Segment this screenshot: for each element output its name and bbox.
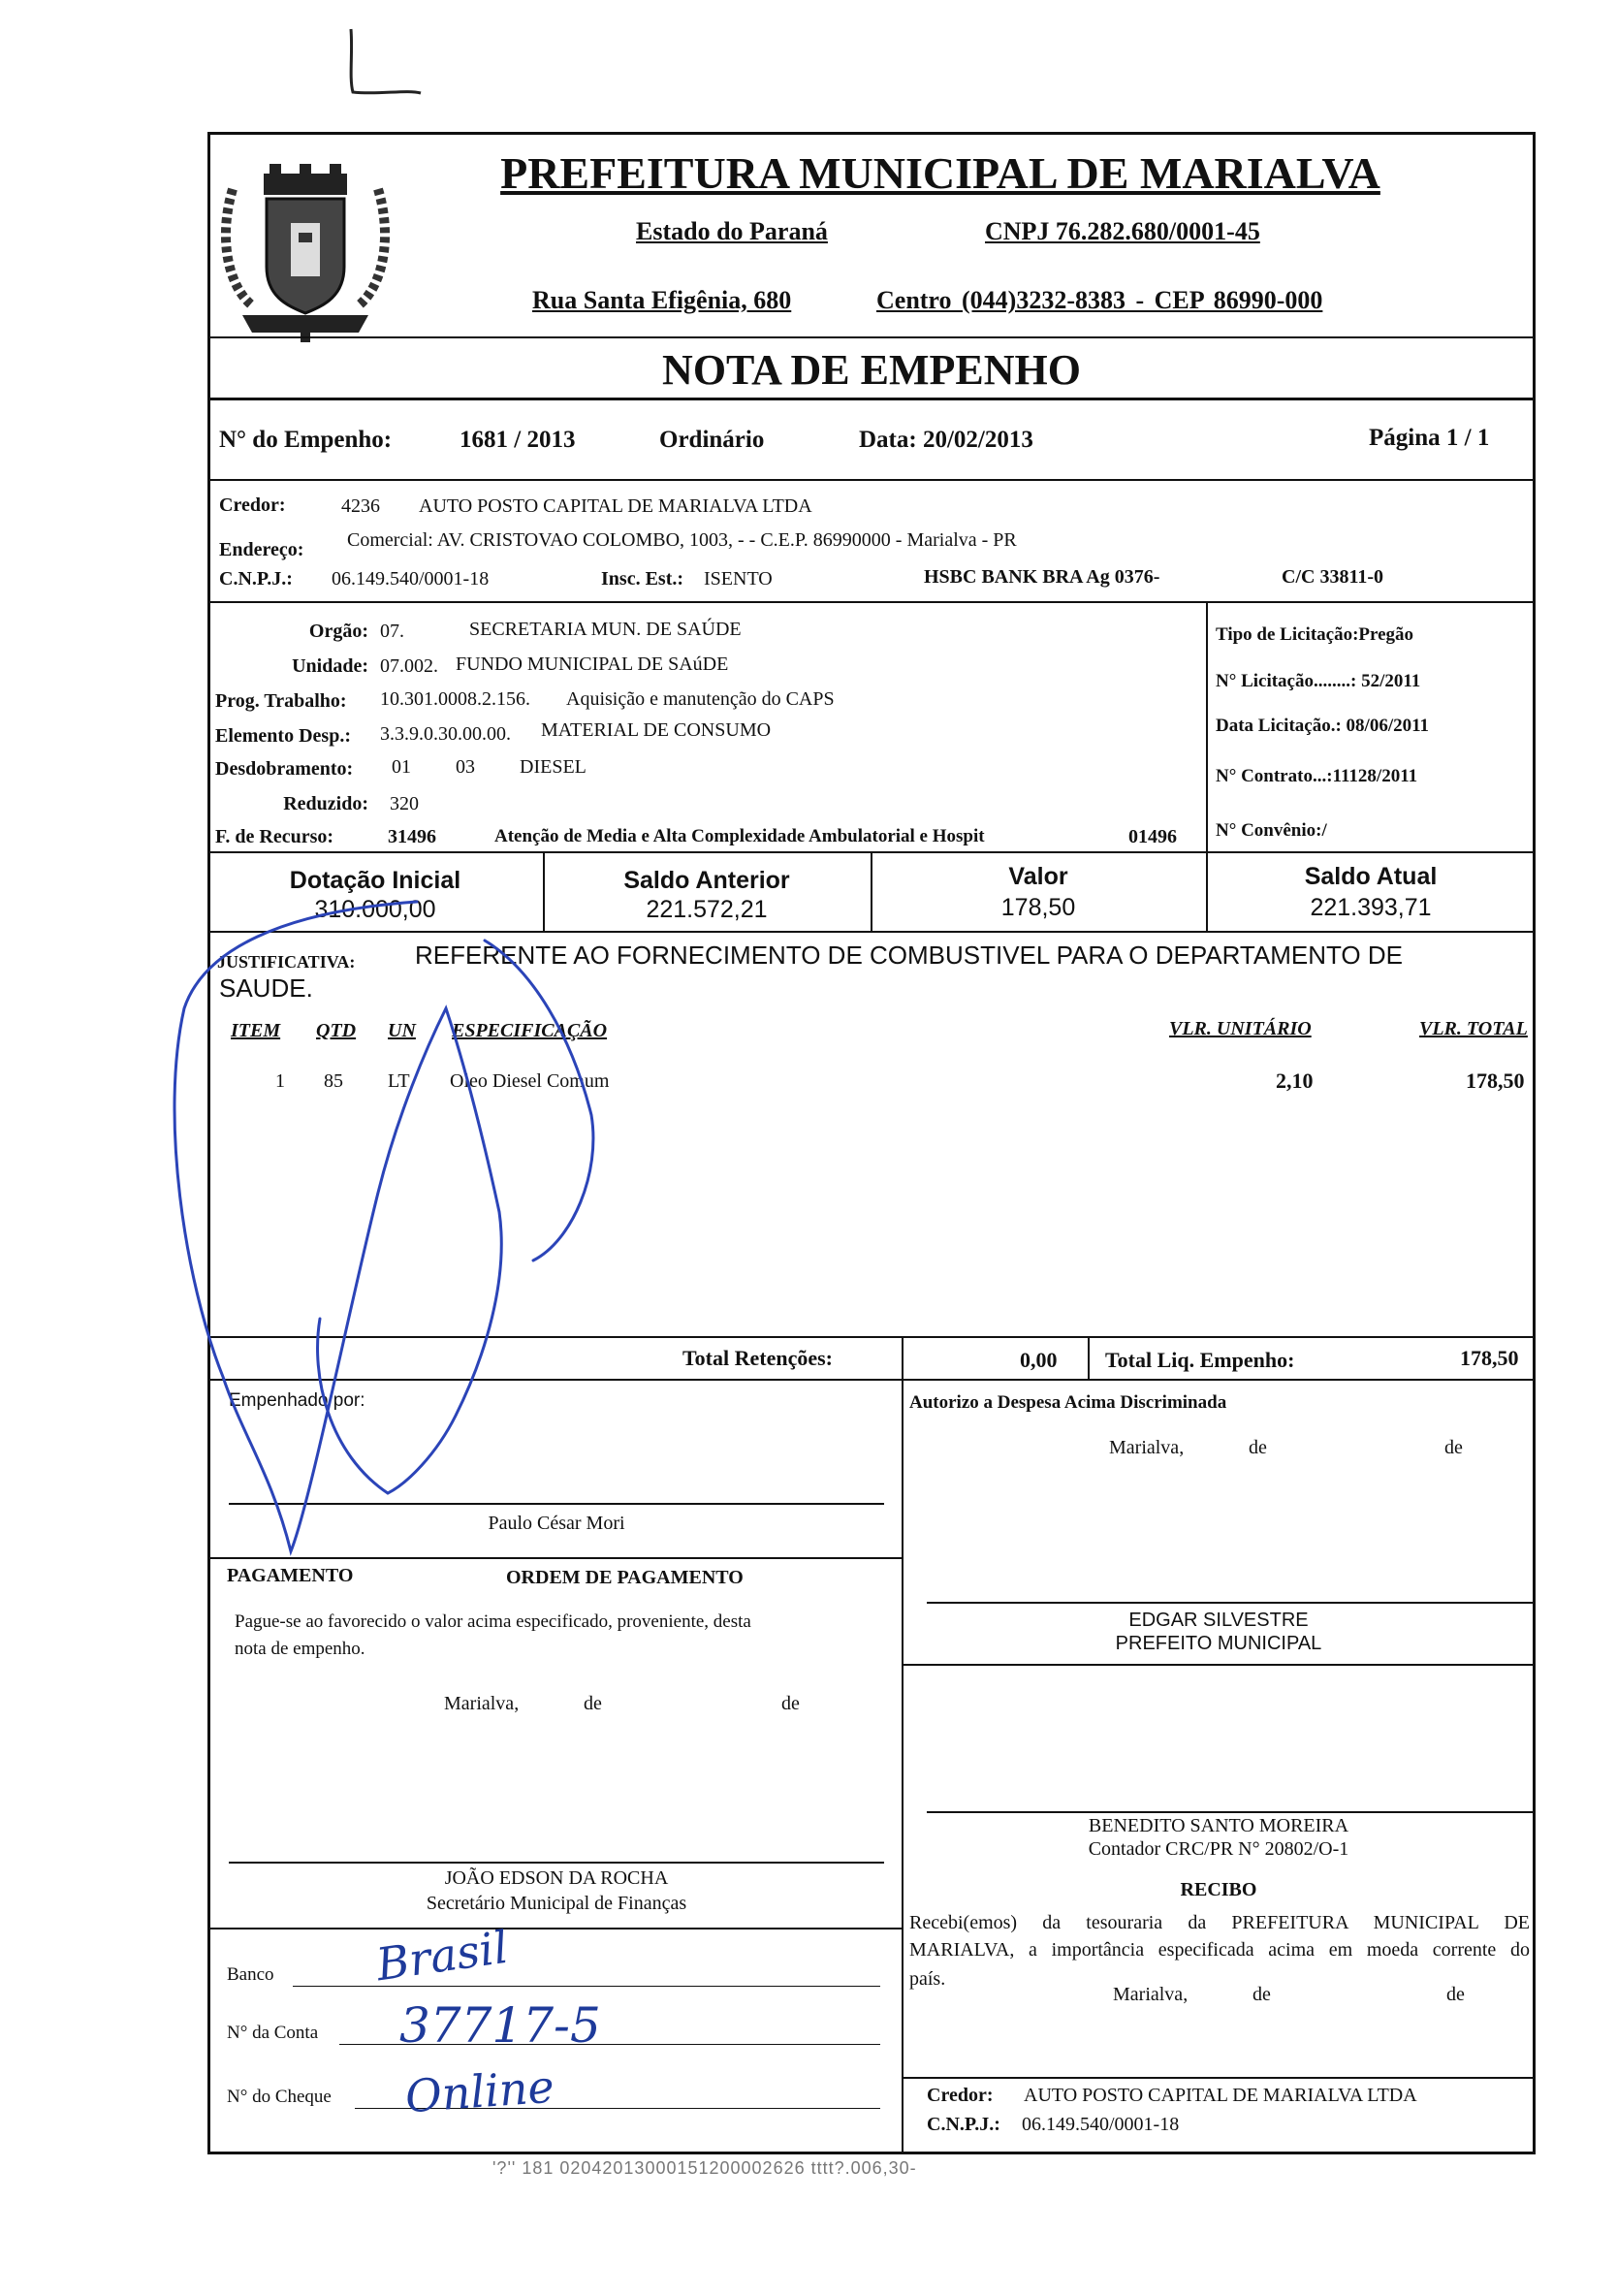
liq-empenho-label: Total Liq. Empenho: bbox=[1105, 1348, 1295, 1372]
prog-code: 10.301.0008.2.156. bbox=[380, 688, 530, 710]
endereco-label: Endereço: bbox=[219, 539, 304, 560]
unidade-name: FUNDO MUNICIPAL DE SAúDE bbox=[456, 654, 729, 675]
col-header-qtd: QTD bbox=[316, 1020, 357, 1041]
convenio-numero: N° Convênio:/ bbox=[1216, 820, 1327, 841]
retencoes-label: Total Retenções: bbox=[682, 1346, 833, 1370]
empenho-date: Data: 20/02/2013 bbox=[859, 427, 1033, 453]
pagamento-de-2: de bbox=[781, 1693, 800, 1714]
secretario-role: Secretário Municipal de Finanças bbox=[426, 1893, 687, 1914]
licitacao-numero: N° Licitação........: 52/2011 bbox=[1216, 671, 1421, 691]
recibo-cnpj: 06.149.540/0001-18 bbox=[1022, 2114, 1180, 2135]
contador-role: Contador CRC/PR N° 20802/O-1 bbox=[1088, 1838, 1349, 1860]
prefeito-role: PREFEITO MUNICIPAL bbox=[1115, 1633, 1322, 1654]
saldo-anterior-value: 221.572,21 bbox=[646, 896, 768, 923]
cheque-label: N° do Cheque bbox=[227, 2087, 332, 2107]
prog-name: Aquisição e manutenção do CAPS bbox=[566, 688, 835, 710]
dotacao-value: 310.000,00 bbox=[314, 896, 436, 923]
address-label: Centro (044)3232-8383 - CEP 86990-000 bbox=[876, 286, 1323, 314]
reduzido-label: Reduzido: bbox=[283, 793, 368, 814]
saldo-atual-value: 221.393,71 bbox=[1310, 894, 1432, 921]
conta-handwritten: 37717-5 bbox=[399, 1997, 601, 2054]
valor-value: 178,50 bbox=[1000, 894, 1076, 921]
page-number: Página 1 / 1 bbox=[1369, 425, 1490, 451]
pen-mark bbox=[320, 0, 456, 107]
credor-cnpj: 06.149.540/0001-18 bbox=[332, 568, 490, 590]
elemento-name: MATERIAL DE CONSUMO bbox=[541, 719, 772, 741]
row-unit-price: 2,10 bbox=[1276, 1068, 1314, 1093]
contrato-numero: N° Contrato...:11128/2011 bbox=[1216, 766, 1418, 786]
row-qtd: 85 bbox=[324, 1070, 343, 1092]
ordem-pagamento-label: ORDEM DE PAGAMENTO bbox=[506, 1567, 744, 1588]
recibo-text-3: país. bbox=[909, 1968, 946, 1990]
banco-handwritten: Brasil bbox=[372, 1920, 512, 1992]
page-title: PREFEITURA MUNICIPAL DE MARIALVA bbox=[500, 148, 1380, 198]
autorizo-label: Autorizo a Despesa Acima Discriminada bbox=[909, 1392, 1227, 1413]
insc-label: Insc. Est.: bbox=[601, 568, 684, 590]
col-header-un: UN bbox=[388, 1020, 416, 1041]
col-header-spec: ESPECIFICAÇÃO bbox=[452, 1020, 608, 1041]
justificativa-label: JUSTIFICATIVA: bbox=[217, 952, 356, 972]
cc-value: C/C 33811-0 bbox=[1282, 566, 1383, 588]
conta-label: N° da Conta bbox=[227, 2023, 319, 2043]
state-label: Estado do Paraná bbox=[636, 217, 828, 245]
unidade-code: 07.002. bbox=[380, 655, 438, 677]
autorizo-de-1: de bbox=[1249, 1437, 1267, 1458]
saldo-atual-label: Saldo Atual bbox=[1304, 863, 1438, 890]
endereco-value: Comercial: AV. CRISTOVAO COLOMBO, 1003, - - C.E.P. 86990000 - Marialva - PR bbox=[347, 529, 1017, 551]
autorizo-de-2: de bbox=[1444, 1437, 1463, 1458]
justificativa-text-2: SAUDE. bbox=[219, 973, 313, 1003]
credor-label: Credor: bbox=[219, 494, 286, 516]
dotacao-label: Dotação Inicial bbox=[289, 867, 461, 894]
reduzido-value: 320 bbox=[390, 793, 419, 814]
empenho-type: Ordinário bbox=[659, 427, 765, 453]
licitacao-tipo: Tipo de Licitação:Pregão bbox=[1216, 624, 1414, 645]
pagamento-text-2: nota de empenho. bbox=[235, 1639, 365, 1659]
credor-code: 4236 bbox=[341, 495, 380, 517]
elemento-code: 3.3.9.0.30.00.00. bbox=[380, 723, 511, 745]
doc-title: NOTA DE EMPENHO bbox=[662, 346, 1081, 394]
prog-label: Prog. Trabalho: bbox=[215, 690, 347, 712]
retencoes-value: 0,00 bbox=[1020, 1348, 1058, 1372]
row-un: LT bbox=[388, 1070, 410, 1092]
desdob-b: 03 bbox=[456, 756, 475, 778]
street-label: Rua Santa Efigênia, 680 bbox=[532, 286, 792, 314]
bank-value: HSBC BANK BRA Ag 0376- bbox=[924, 566, 1160, 588]
recibo-title: RECIBO bbox=[1180, 1879, 1257, 1900]
col-header-total: VLR. TOTAL bbox=[1419, 1018, 1528, 1039]
recibo-text-1: Recebi(emos) da tesouraria da PREFEITURA MUNICIPAL DE bbox=[909, 1912, 1530, 1933]
recibo-de-2: de bbox=[1446, 1984, 1465, 2005]
unidade-label: Unidade: bbox=[292, 655, 368, 677]
row-total: 178,50 bbox=[1466, 1068, 1525, 1093]
pagamento-place: Marialva, bbox=[444, 1693, 520, 1714]
recibo-cnpj-label: C.N.P.J.: bbox=[927, 2114, 1000, 2135]
orgao-label: Orgão: bbox=[308, 621, 368, 642]
barcode-text: '?'' 181 02042013000151200002626 tttt?.006,30- bbox=[492, 2158, 917, 2178]
empenho-number: 1681 / 2013 bbox=[460, 427, 576, 453]
credor-cnpj-label: C.N.P.J.: bbox=[219, 568, 293, 590]
pagamento-text-1: Pague-se ao favorecido o valor acima especificado, proveniente, desta bbox=[235, 1611, 751, 1632]
credor-name: AUTO POSTO CAPITAL DE MARIALVA LTDA bbox=[419, 495, 812, 517]
cnpj-label: CNPJ 76.282.680/0001-45 bbox=[985, 217, 1260, 245]
contador-name: BENEDITO SANTO MOREIRA bbox=[1088, 1815, 1349, 1836]
licitacao-data: Data Licitação.: 08/06/2011 bbox=[1216, 716, 1430, 736]
recibo-text-2: MARIALVA, a importância especificada acima em moeda corrente do bbox=[909, 1939, 1530, 1961]
signature-scribble bbox=[165, 873, 630, 1590]
orgao-name: SECRETARIA MUN. DE SAÚDE bbox=[469, 619, 742, 640]
row-item: 1 bbox=[275, 1070, 285, 1092]
elemento-label: Elemento Desp.: bbox=[215, 725, 351, 747]
coat-of-arms-icon bbox=[213, 160, 397, 344]
col-header-item: ITEM bbox=[231, 1020, 281, 1041]
desdob-label: Desdobramento: bbox=[215, 758, 354, 780]
liq-empenho-value: 178,50 bbox=[1460, 1346, 1519, 1370]
recibo-de-1: de bbox=[1252, 1984, 1271, 2005]
cheque-handwritten: Online bbox=[403, 2059, 556, 2123]
recibo-place: Marialva, bbox=[1113, 1984, 1189, 2005]
pagamento-label: PAGAMENTO bbox=[227, 1565, 354, 1586]
recibo-credor-name: AUTO POSTO CAPITAL DE MARIALVA LTDA bbox=[1024, 2085, 1417, 2106]
recurso-code2: 01496 bbox=[1128, 826, 1177, 847]
banco-label: Banco bbox=[227, 1964, 274, 1985]
recibo-credor-label: Credor: bbox=[927, 2085, 994, 2106]
recurso-label: F. de Recurso: bbox=[215, 826, 334, 847]
insc-value: ISENTO bbox=[704, 568, 773, 590]
empenhado-name: Paulo César Mori bbox=[488, 1513, 625, 1534]
autorizo-place: Marialva, bbox=[1109, 1437, 1185, 1458]
row-spec: Oleo Diesel Comum bbox=[450, 1070, 610, 1092]
recurso-name: Atenção de Media e Alta Complexidade Ambulatorial e Hospit bbox=[494, 826, 985, 846]
prefeito-name: EDGAR SILVESTRE bbox=[1128, 1610, 1309, 1631]
justificativa-text: REFERENTE AO FORNECIMENTO DE COMBUSTIVEL PARA O DEPARTAMENTO DE bbox=[415, 941, 1403, 970]
pagamento-de-1: de bbox=[584, 1693, 602, 1714]
desdob-name: DIESEL bbox=[520, 756, 587, 778]
col-header-unit-price: VLR. UNITÁRIO bbox=[1169, 1018, 1312, 1039]
empenho-number-label: N° do Empenho: bbox=[219, 427, 393, 453]
secretario-name: JOÃO EDSON DA ROCHA bbox=[444, 1867, 669, 1889]
empenhado-label: Empenhado por: bbox=[229, 1390, 365, 1411]
valor-label: Valor bbox=[1008, 863, 1068, 890]
desdob-a: 01 bbox=[392, 756, 411, 778]
saldo-anterior-label: Saldo Anterior bbox=[623, 867, 790, 894]
recurso-code: 31496 bbox=[388, 826, 436, 847]
orgao-code: 07. bbox=[380, 621, 404, 642]
